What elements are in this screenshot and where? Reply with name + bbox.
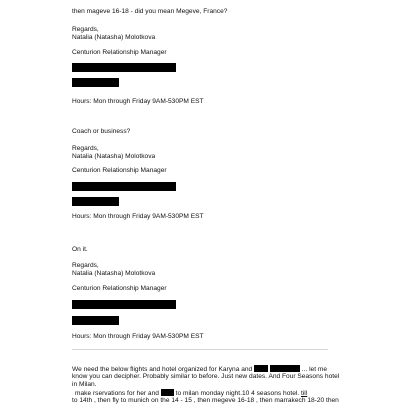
- message-divider: [72, 349, 328, 350]
- redaction-mark: [254, 365, 268, 372]
- message-body: then mageve 16-18 - did you mean Megeve, France?: [72, 8, 228, 15]
- redaction-bar: [72, 182, 176, 191]
- request-line: to 14th , then fly to munich on the 14 - 15 , then megeve 16-18 , then marrakech 18-20 then: [72, 397, 339, 404]
- redaction-bar: [72, 316, 119, 325]
- sender-name: Natalia (Natasha) Molotkova: [72, 153, 156, 160]
- sender-name: Natalia (Natasha) Molotkova: [72, 270, 156, 277]
- redaction-bar: [72, 197, 119, 206]
- redaction-bar: [72, 78, 119, 87]
- request-text: ... let me: [301, 366, 328, 373]
- signoff: Regards,: [72, 262, 99, 269]
- request-text: till: [301, 390, 308, 397]
- redaction-bar: [72, 63, 176, 72]
- office-hours: Hours: Mon through Friday 9AM-530PM EST: [72, 98, 204, 105]
- sender-name: Natalia (Natasha) Molotkova: [72, 34, 156, 41]
- office-hours: Hours: Mon through Friday 9AM-530PM EST: [72, 333, 204, 340]
- redaction-bar: [72, 300, 176, 309]
- signoff: Regards,: [72, 26, 99, 33]
- sender-title: Centurion Relationship Manager: [72, 285, 167, 292]
- redaction-mark: [161, 389, 174, 396]
- signoff: Regards,: [72, 145, 99, 152]
- request-text: make rservations for her and: [75, 390, 159, 397]
- message-body: On it.: [72, 246, 88, 253]
- redaction-mark: [270, 365, 300, 372]
- sender-title: Centurion Relationship Manager: [72, 49, 167, 56]
- request-line: in Milan.: [72, 381, 97, 388]
- message-body: Coach or business?: [72, 128, 131, 135]
- request-line: know you can decipher. Probably similar to before. Just new dates. And Four Seasons hotel: [72, 373, 340, 380]
- request-text: to milan monday night.10 4 seasons hotel.: [175, 390, 300, 397]
- sender-title: Centurion Relationship Manager: [72, 167, 167, 174]
- office-hours: Hours: Mon through Friday 9AM-530PM EST: [72, 213, 204, 220]
- request-text: We need the below flights and hotel organized for Karyna and: [72, 366, 253, 373]
